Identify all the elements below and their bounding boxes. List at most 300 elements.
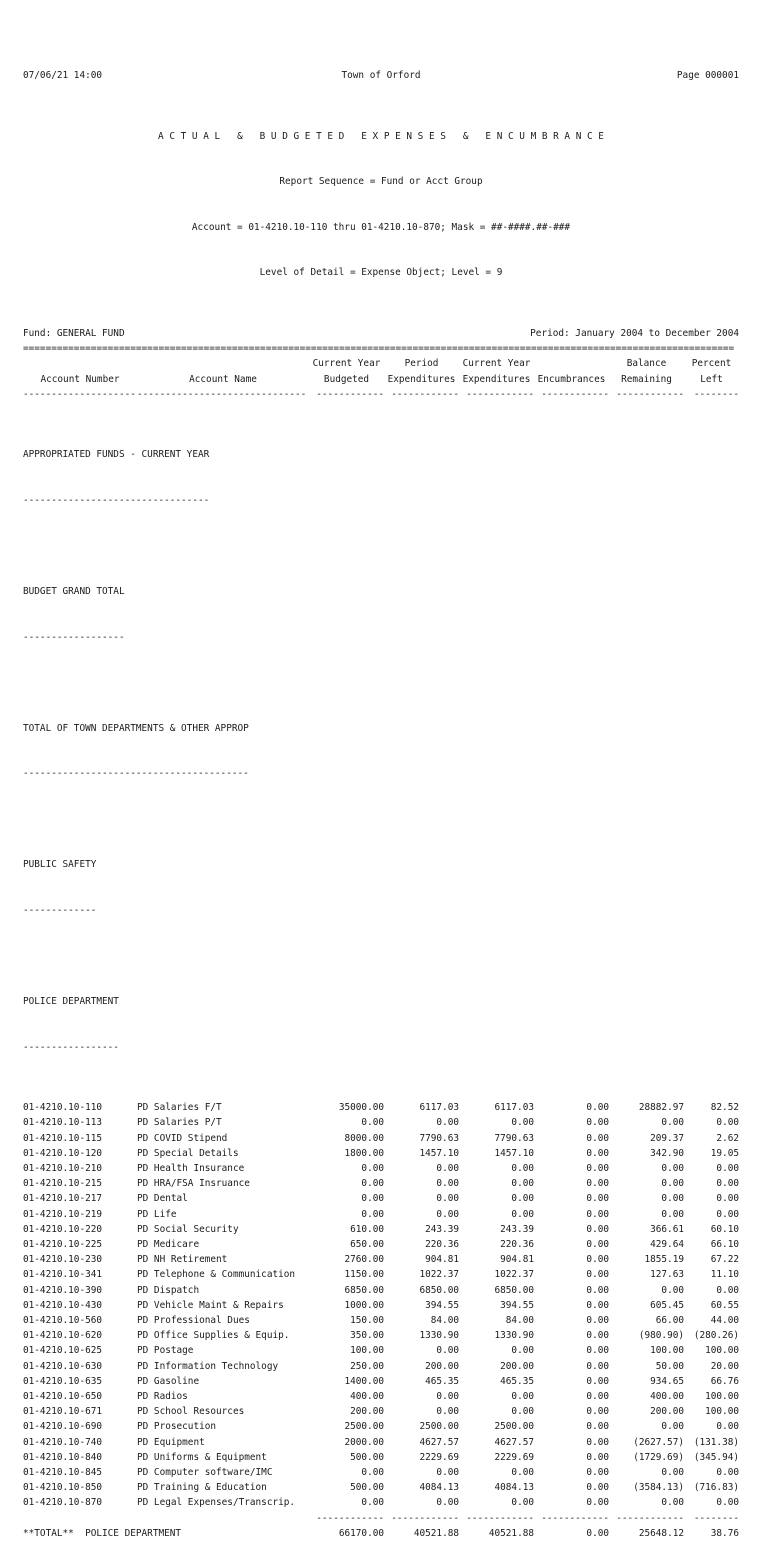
balance-remaining-cell: 0.00 <box>661 1284 684 1296</box>
cy-expenditures-cell: 0.00 <box>511 1391 534 1403</box>
percent-left-cell: 0.00 <box>716 1497 739 1509</box>
account-number-cell: 01-4210.10-740 <box>23 1436 103 1448</box>
balance-remaining-cell: 0.00 <box>661 1467 684 1479</box>
account-number-cell: 01-4210.10-219 <box>23 1208 103 1220</box>
budgeted-cell: 6850.00 <box>344 1284 384 1296</box>
budgeted-cell: 2000.00 <box>344 1436 384 1448</box>
cy-expenditures-cell: 904.81 <box>500 1254 534 1266</box>
account-name-cell: PD Dispatch <box>137 1284 200 1296</box>
period-expenditures-cell: 0.00 <box>436 1345 459 1357</box>
encumbrances-cell: 0.00 <box>586 1436 609 1448</box>
period-expenditures-cell: 0.00 <box>436 1497 459 1509</box>
period-expenditures-cell: 220.36 <box>425 1239 459 1251</box>
subtotal-dash-row <box>23 1511 739 1526</box>
period-expenditures-cell: 2229.69 <box>419 1451 459 1463</box>
budgeted-cell: 0.00 <box>361 1208 384 1220</box>
period-expenditures-cell: 0.00 <box>436 1178 459 1190</box>
percent-left-cell: (280.26) <box>693 1330 739 1342</box>
report-topline <box>23 68 739 83</box>
budgeted-cell: 0.00 <box>361 1163 384 1174</box>
balance-remaining-cell: 934.65 <box>650 1375 684 1387</box>
percent-left-cell: 0.00 <box>716 1208 739 1220</box>
account-number-cell: 01-4210.10-230 <box>23 1254 103 1266</box>
balance-remaining-cell: (2627.57) <box>633 1436 684 1448</box>
budgeted-cell: 200.00 <box>350 1406 384 1418</box>
section-label: APPROPRIATED FUNDS - CURRENT YEAR <box>23 449 210 461</box>
header-name-line1 <box>137 356 309 371</box>
fund-period-line <box>23 326 739 341</box>
print-datetime: 07/06/21 14:00 <box>23 70 103 81</box>
double-rule-separator: ============================================================================================================================== <box>23 343 735 355</box>
cy-expenditures-cell: 200.00 <box>500 1360 534 1372</box>
encumbrances-cell: 0.00 <box>586 1375 609 1387</box>
balance-remaining-cell: 28882.97 <box>638 1102 684 1114</box>
account-row <box>23 1267 739 1282</box>
period-expenditures-cell: 465.35 <box>425 1375 459 1387</box>
period-expenditures-cell: 0.00 <box>436 1406 459 1418</box>
dash-budgeted-total: ------------ <box>316 1512 384 1524</box>
account-number-cell: 01-4210.10-630 <box>23 1360 103 1372</box>
account-number-cell: 01-4210.10-210 <box>23 1163 103 1174</box>
header-period-line1: Period <box>404 358 439 370</box>
cy-expenditures-cell: 0.00 <box>511 1208 534 1220</box>
account-row <box>23 1465 739 1480</box>
budgeted-cell: 500.00 <box>350 1451 384 1463</box>
balance-remaining-cell: 342.90 <box>650 1147 684 1159</box>
header-enc-line1 <box>534 356 609 371</box>
account-row <box>23 1495 739 1510</box>
budgeted-cell: 0.00 <box>361 1497 384 1509</box>
section-underline: ---------------------------------------- <box>23 768 249 780</box>
percent-left-cell: 0.00 <box>716 1178 739 1190</box>
section-underline: ----------------- <box>23 1041 119 1053</box>
balance-remaining-cell: 0.00 <box>661 1117 684 1129</box>
balance-remaining-cell: 605.45 <box>650 1299 684 1311</box>
period-expenditures-cell: 4084.13 <box>419 1482 459 1494</box>
account-name-cell: PD Computer software/IMC <box>137 1467 273 1479</box>
total-label: **TOTAL** POLICE DEPARTMENT <box>23 1527 182 1539</box>
encumbrances-cell: 0.00 <box>586 1391 609 1403</box>
account-number-cell: 01-4210.10-225 <box>23 1239 103 1251</box>
section-label: POLICE DEPARTMENT <box>23 995 119 1007</box>
dash-cy: ------------ <box>466 388 534 400</box>
account-range-line: Account = 01-4210.10-110 thru 01-4210.10-870; Mask = ##-####.##-### <box>191 221 571 233</box>
account-row <box>23 1389 739 1404</box>
account-row <box>23 1100 739 1115</box>
account-rows <box>23 1100 739 1510</box>
budgeted-cell: 8000.00 <box>344 1132 384 1144</box>
section-underline: ------------------ <box>23 631 125 643</box>
account-number-cell: 01-4210.10-220 <box>23 1223 103 1235</box>
percent-left-cell: 100.00 <box>705 1391 739 1403</box>
budgeted-cell: 35000.00 <box>338 1102 384 1114</box>
percent-left-cell: 82.52 <box>710 1102 739 1114</box>
department-total-row <box>23 1526 739 1541</box>
cy-expenditures-cell: 465.35 <box>500 1375 534 1387</box>
balance-remaining-cell: 429.64 <box>650 1239 684 1251</box>
cy-expenditures-cell: 0.00 <box>511 1497 534 1509</box>
account-number-cell: 01-4210.10-635 <box>23 1375 103 1387</box>
balance-remaining-cell: 0.00 <box>661 1497 684 1509</box>
percent-left-cell: 0.00 <box>716 1467 739 1479</box>
percent-left-cell: 67.22 <box>710 1254 739 1266</box>
total-cy-expenditures: 40521.88 <box>488 1527 534 1539</box>
account-number-cell: 01-4210.10-113 <box>23 1117 103 1129</box>
account-number-cell: 01-4210.10-560 <box>23 1315 103 1327</box>
account-row <box>23 1131 739 1146</box>
account-row <box>23 1146 739 1161</box>
balance-remaining-cell: (3584.13) <box>633 1482 684 1494</box>
account-row <box>23 1207 739 1222</box>
header-cy-line2: Expenditures <box>462 373 531 385</box>
balance-remaining-cell: 0.00 <box>661 1178 684 1190</box>
header-budgeted-line1: Current Year <box>312 358 381 370</box>
budgeted-cell: 1400.00 <box>344 1375 384 1387</box>
header-pct-line2: Left <box>700 373 723 385</box>
percent-left-cell: 66.76 <box>710 1375 739 1387</box>
budgeted-cell: 0.00 <box>361 1467 384 1479</box>
balance-remaining-cell: 400.00 <box>650 1391 684 1403</box>
encumbrances-cell: 0.00 <box>586 1147 609 1159</box>
period-expenditures-cell: 6850.00 <box>419 1284 459 1296</box>
section-heading <box>23 417 739 539</box>
account-name-cell: PD Information Technology <box>137 1360 279 1372</box>
encumbrances-cell: 0.00 <box>586 1330 609 1342</box>
encumbrances-cell: 0.00 <box>586 1497 609 1509</box>
percent-left-cell: (345.94) <box>693 1451 739 1463</box>
account-row <box>23 1343 739 1358</box>
account-row <box>23 1435 739 1450</box>
account-number-cell: 01-4210.10-671 <box>23 1406 103 1418</box>
account-name-cell: PD Office Supplies & Equip. <box>137 1330 290 1342</box>
dash-budgeted: ------------ <box>316 388 384 400</box>
detail-table <box>23 1100 739 1541</box>
period-expenditures-cell: 84.00 <box>430 1315 459 1327</box>
period-label: Period: January 2004 to December 2004 <box>530 328 739 340</box>
total-period-expenditures: 40521.88 <box>413 1527 459 1539</box>
period-expenditures-cell: 6117.03 <box>419 1102 459 1114</box>
account-row <box>23 1419 739 1434</box>
account-name-cell: PD Prosecution <box>137 1421 217 1433</box>
account-name-cell: PD Professional Dues <box>137 1315 250 1327</box>
percent-left-cell: 19.05 <box>710 1147 739 1159</box>
section-heading <box>23 690 739 812</box>
balance-remaining-cell: 127.63 <box>650 1269 684 1281</box>
header-enc-line2: Encumbrances <box>537 373 606 385</box>
department-total-block <box>23 1511 739 1541</box>
budgeted-cell: 1800.00 <box>344 1147 384 1159</box>
account-name-cell: PD Special Details <box>137 1147 239 1159</box>
budgeted-cell: 610.00 <box>350 1223 384 1235</box>
account-number-cell: 01-4210.10-390 <box>23 1284 103 1296</box>
period-expenditures-cell: 1457.10 <box>419 1147 459 1159</box>
encumbrances-cell: 0.00 <box>586 1269 609 1281</box>
period-expenditures-cell: 1022.37 <box>419 1269 459 1281</box>
encumbrances-cell: 0.00 <box>586 1299 609 1311</box>
cy-expenditures-cell: 1457.10 <box>494 1147 534 1159</box>
encumbrances-cell: 0.00 <box>586 1451 609 1463</box>
account-number-cell: 01-4210.10-620 <box>23 1330 103 1342</box>
section-label: BUDGET GRAND TOTAL <box>23 586 125 598</box>
account-number-cell: 01-4210.10-215 <box>23 1178 103 1190</box>
account-row <box>23 1283 739 1298</box>
account-row <box>23 1222 739 1237</box>
encumbrances-cell: 0.00 <box>586 1421 609 1433</box>
encumbrances-cell: 0.00 <box>586 1467 609 1479</box>
budgeted-cell: 1000.00 <box>344 1299 384 1311</box>
balance-remaining-cell: 0.00 <box>661 1208 684 1220</box>
period-expenditures-cell: 0.00 <box>436 1208 459 1220</box>
encumbrances-cell: 0.00 <box>586 1163 609 1174</box>
period-expenditures-cell: 0.00 <box>436 1117 459 1129</box>
account-row <box>23 1359 739 1374</box>
period-expenditures-cell: 243.39 <box>425 1223 459 1235</box>
account-row <box>23 1404 739 1419</box>
account-name-cell: PD Equipment <box>137 1436 205 1448</box>
account-row <box>23 1237 739 1252</box>
account-name-cell: PD Medicare <box>137 1239 200 1251</box>
header-acct-line1 <box>23 356 137 371</box>
account-name-cell: PD Uniforms & Equipment <box>137 1451 267 1463</box>
percent-left-cell: (131.38) <box>693 1436 739 1448</box>
cy-expenditures-cell: 2229.69 <box>494 1451 534 1463</box>
period-expenditures-cell: 200.00 <box>425 1360 459 1372</box>
account-row <box>23 1252 739 1267</box>
cy-expenditures-cell: 0.00 <box>511 1117 534 1129</box>
budgeted-cell: 2760.00 <box>344 1254 384 1266</box>
account-number-cell: 01-4210.10-110 <box>23 1102 103 1114</box>
encumbrances-cell: 0.00 <box>586 1360 609 1372</box>
account-number-cell: 01-4210.10-650 <box>23 1391 103 1403</box>
period-expenditures-cell: 4627.57 <box>419 1436 459 1448</box>
level-of-detail-line: Level of Detail = Expense Object; Level = 9 <box>259 267 503 279</box>
account-number-cell: 01-4210.10-217 <box>23 1193 103 1205</box>
encumbrances-cell: 0.00 <box>586 1345 609 1357</box>
budgeted-cell: 350.00 <box>350 1330 384 1342</box>
dash-period: ------------ <box>391 388 459 400</box>
account-name-cell: PD Salaries F/T <box>137 1102 222 1114</box>
balance-remaining-cell: 366.61 <box>650 1223 684 1235</box>
account-row <box>23 1313 739 1328</box>
budgeted-cell: 100.00 <box>350 1345 384 1357</box>
cy-expenditures-cell: 243.39 <box>500 1223 534 1235</box>
cy-expenditures-cell: 4627.57 <box>494 1436 534 1448</box>
budgeted-cell: 1150.00 <box>344 1269 384 1281</box>
section-underline: ------------- <box>23 904 97 916</box>
percent-left-cell: 2.62 <box>716 1132 739 1144</box>
account-number-cell: 01-4210.10-341 <box>23 1269 103 1281</box>
total-percent-left: 38.76 <box>710 1527 739 1539</box>
header-name-line2: Account Name <box>189 373 257 385</box>
balance-remaining-cell: 66.00 <box>655 1315 684 1327</box>
budgeted-cell: 0.00 <box>361 1178 384 1190</box>
section-underline: --------------------------------- <box>23 495 210 507</box>
account-number-cell: 01-4210.10-690 <box>23 1421 103 1433</box>
encumbrances-cell: 0.00 <box>586 1239 609 1251</box>
dash-enc: ------------ <box>541 388 609 400</box>
header-pct-line1: Percent <box>691 358 732 370</box>
section-label: TOTAL OF TOWN DEPARTMENTS & OTHER APPROP <box>23 722 249 734</box>
cy-expenditures-cell: 220.36 <box>500 1239 534 1251</box>
percent-left-cell: 0.00 <box>716 1284 739 1296</box>
dash-period-total: ------------ <box>391 1512 459 1524</box>
period-expenditures-cell: 0.00 <box>436 1391 459 1403</box>
encumbrances-cell: 0.00 <box>586 1315 609 1327</box>
percent-left-cell: 60.10 <box>710 1223 739 1235</box>
period-expenditures-cell: 0.00 <box>436 1163 459 1174</box>
empty-cell <box>137 1511 309 1526</box>
budgeted-cell: 500.00 <box>350 1482 384 1494</box>
dash-pct-total: -------- <box>693 1512 739 1524</box>
account-number-cell: 01-4210.10-120 <box>23 1147 103 1159</box>
cy-expenditures-cell: 0.00 <box>511 1467 534 1479</box>
cy-expenditures-cell: 7790.63 <box>494 1132 534 1144</box>
balance-remaining-cell: (980.90) <box>638 1330 684 1342</box>
account-number-cell: 01-4210.10-850 <box>23 1482 103 1494</box>
percent-left-cell: 44.00 <box>710 1315 739 1327</box>
balance-remaining-cell: 0.00 <box>661 1421 684 1433</box>
percent-left-cell: 100.00 <box>705 1345 739 1357</box>
total-encumbrances: 0.00 <box>586 1527 609 1539</box>
period-expenditures-cell: 7790.63 <box>419 1132 459 1144</box>
column-header-row-1 <box>23 356 739 371</box>
encumbrances-cell: 0.00 <box>586 1482 609 1494</box>
percent-left-cell: 0.00 <box>716 1421 739 1433</box>
cy-expenditures-cell: 394.55 <box>500 1299 534 1311</box>
percent-left-cell: 66.10 <box>710 1239 739 1251</box>
balance-remaining-cell: 1855.19 <box>644 1254 684 1266</box>
town-title: Town of Orford <box>341 70 421 81</box>
header-cy-line1: Current Year <box>462 358 531 370</box>
empty-cell <box>23 1511 137 1526</box>
account-row <box>23 1450 739 1465</box>
account-number-cell: 01-4210.10-430 <box>23 1299 103 1311</box>
encumbrances-cell: 0.00 <box>586 1132 609 1144</box>
encumbrances-cell: 0.00 <box>586 1254 609 1266</box>
period-expenditures-cell: 0.00 <box>436 1467 459 1479</box>
account-number-cell: 01-4210.10-625 <box>23 1345 103 1357</box>
encumbrances-cell: 0.00 <box>586 1406 609 1418</box>
encumbrances-cell: 0.00 <box>586 1208 609 1220</box>
account-name-cell: PD Salaries P/T <box>137 1117 222 1129</box>
budgeted-cell: 2500.00 <box>344 1421 384 1433</box>
report-title: A C T U A L & B U D G E T E D E X P E N S E S & E N C U M B R A N C E <box>158 130 604 142</box>
header-balance-line1: Balance <box>626 358 667 370</box>
section-heading-list <box>23 417 739 1085</box>
account-row <box>23 1191 739 1206</box>
page-number: Page 000001 <box>676 70 739 81</box>
budgeted-cell: 250.00 <box>350 1360 384 1372</box>
cy-expenditures-cell: 0.00 <box>511 1345 534 1357</box>
account-name-cell: PD Telephone & Communication <box>137 1269 296 1281</box>
percent-left-cell: 0.00 <box>716 1193 739 1205</box>
cy-expenditures-cell: 2500.00 <box>494 1421 534 1433</box>
period-expenditures-cell: 1330.90 <box>419 1330 459 1342</box>
account-name-cell: PD Legal Expenses/Transcrip. <box>137 1497 296 1509</box>
section-label: PUBLIC SAFETY <box>23 859 97 871</box>
account-row <box>23 1328 739 1343</box>
balance-remaining-cell: 209.37 <box>650 1132 684 1144</box>
section-heading <box>23 964 739 1086</box>
cy-expenditures-cell: 1022.37 <box>494 1269 534 1281</box>
cy-expenditures-cell: 6850.00 <box>494 1284 534 1296</box>
account-number-cell: 01-4210.10-845 <box>23 1467 103 1479</box>
fund-label: Fund: GENERAL FUND <box>23 328 125 340</box>
account-name-cell: PD NH Retirement <box>137 1254 228 1266</box>
account-name-cell: PD Health Insurance <box>137 1163 245 1174</box>
encumbrances-cell: 0.00 <box>586 1284 609 1296</box>
cy-expenditures-cell: 0.00 <box>511 1163 534 1174</box>
percent-left-cell: 20.00 <box>710 1360 739 1372</box>
account-name-cell: PD Postage <box>137 1345 194 1357</box>
encumbrances-cell: 0.00 <box>586 1102 609 1114</box>
account-name-cell: PD HRA/FSA Insruance <box>137 1178 250 1190</box>
cy-expenditures-cell: 0.00 <box>511 1193 534 1205</box>
account-name-cell: PD Life <box>137 1208 177 1220</box>
dash-balance-total: ------------ <box>616 1512 684 1524</box>
dash-name: ------------------------------ <box>137 388 307 400</box>
account-name-cell: PD Gasoline <box>137 1375 200 1387</box>
column-header-dash-row <box>23 387 739 402</box>
account-number-cell: 01-4210.10-840 <box>23 1451 103 1463</box>
percent-left-cell: 11.10 <box>710 1269 739 1281</box>
account-row <box>23 1374 739 1389</box>
balance-remaining-cell: 100.00 <box>650 1345 684 1357</box>
period-expenditures-cell: 394.55 <box>425 1299 459 1311</box>
section-heading <box>23 827 739 949</box>
balance-remaining-cell: 0.00 <box>661 1193 684 1205</box>
report-header-block <box>23 98 739 311</box>
account-number-cell: 01-4210.10-870 <box>23 1497 103 1509</box>
account-row <box>23 1115 739 1130</box>
budgeted-cell: 0.00 <box>361 1117 384 1129</box>
period-expenditures-cell: 2500.00 <box>419 1421 459 1433</box>
cy-expenditures-cell: 0.00 <box>511 1406 534 1418</box>
budgeted-cell: 400.00 <box>350 1391 384 1403</box>
total-budgeted: 66170.00 <box>338 1527 384 1539</box>
account-name-cell: PD School Resources <box>137 1406 245 1418</box>
section-heading <box>23 554 739 676</box>
cy-expenditures-cell: 0.00 <box>511 1178 534 1190</box>
account-name-cell: PD Training & Education <box>137 1482 267 1494</box>
cy-expenditures-cell: 84.00 <box>505 1315 534 1327</box>
balance-remaining-cell: (1729.69) <box>633 1451 684 1463</box>
percent-left-cell: 0.00 <box>716 1163 739 1174</box>
period-expenditures-cell: 0.00 <box>436 1193 459 1205</box>
balance-remaining-cell: 200.00 <box>650 1406 684 1418</box>
encumbrances-cell: 0.00 <box>586 1223 609 1235</box>
report-sequence-line: Report Sequence = Fund or Acct Group <box>279 176 483 188</box>
percent-left-cell: (716.83) <box>693 1482 739 1494</box>
header-budgeted-line2: Budgeted <box>323 373 370 385</box>
header-balance-line2: Remaining <box>621 373 672 385</box>
budgeted-cell: 0.00 <box>361 1193 384 1205</box>
dash-pct: -------- <box>693 388 739 400</box>
account-number-cell: 01-4210.10-115 <box>23 1132 103 1144</box>
balance-remaining-cell: 50.00 <box>655 1360 684 1372</box>
balance-remaining-cell: 0.00 <box>661 1163 684 1174</box>
column-header-table <box>23 356 739 402</box>
percent-left-cell: 100.00 <box>705 1406 739 1418</box>
encumbrances-cell: 0.00 <box>586 1193 609 1205</box>
dash-enc-total: ------------ <box>541 1512 609 1524</box>
budgeted-cell: 150.00 <box>350 1315 384 1327</box>
header-acct-line2: Account Number <box>40 373 120 385</box>
account-row <box>23 1161 739 1176</box>
encumbrances-cell: 0.00 <box>586 1117 609 1129</box>
account-name-cell: PD Dental <box>137 1193 188 1205</box>
percent-left-cell: 60.55 <box>710 1299 739 1311</box>
